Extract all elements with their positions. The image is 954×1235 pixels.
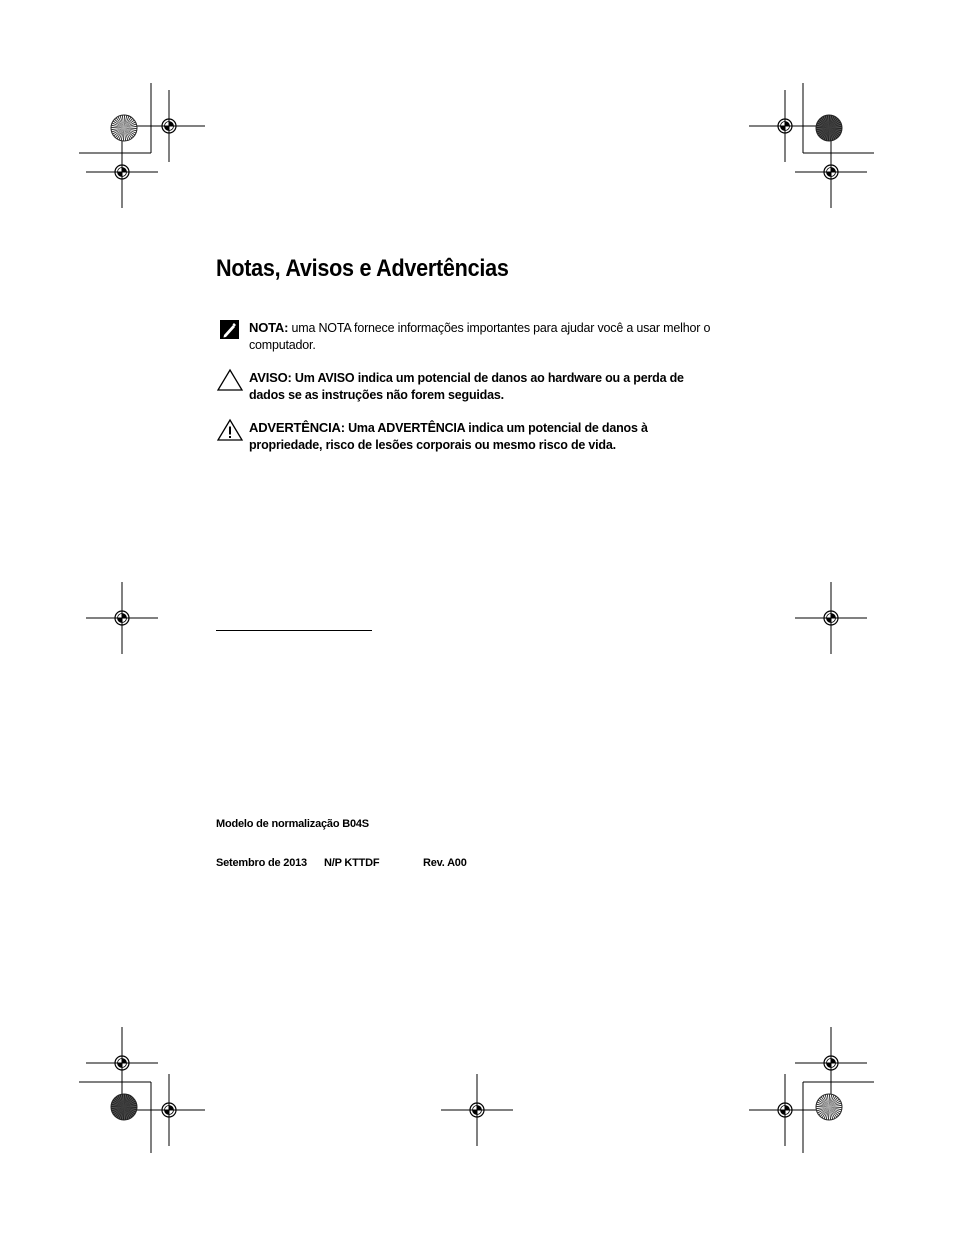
triangle-caution-icon	[216, 368, 244, 392]
star-target-icon	[111, 1094, 137, 1120]
registration-target	[749, 90, 821, 162]
warning-label: ADVERTÊNCIA:	[249, 420, 345, 435]
registration-target	[749, 1074, 821, 1146]
warning-notice	[216, 419, 721, 454]
caution-text: Um AVISO indica um potencial de danos ao hardware ou a perda de dados se as instruções não forem seguidas.	[249, 371, 684, 402]
caution-notice	[216, 369, 721, 404]
star-target-icon	[816, 1094, 842, 1120]
note-text: uma NOTA fornece informações importantes para ajudar você a usar melhor o computador.	[249, 321, 711, 352]
registration-target	[86, 136, 158, 208]
part-number: N/P KTTDF	[324, 857, 380, 869]
star-target-icon	[111, 115, 137, 141]
revision: Rev. A00	[423, 857, 467, 869]
footnote-divider	[216, 630, 372, 631]
registration-target	[795, 1027, 867, 1099]
publication-date: Setembro de 2013	[216, 857, 307, 869]
registration-target	[441, 1074, 513, 1146]
page-title: Notas, Avisos e Advertências	[216, 255, 509, 282]
warning-text: Uma ADVERTÊNCIA indica um potencial de danos à propriedade, risco de lesões corporais ou mesmo risco de vida.	[249, 421, 648, 452]
regulatory-model: Modelo de normalização B04S	[216, 818, 369, 830]
registration-target	[795, 582, 867, 654]
caution-label: AVISO:	[249, 370, 292, 385]
triangle-exclamation-icon	[216, 418, 244, 442]
registration-target	[86, 1027, 158, 1099]
registration-target	[133, 1074, 205, 1146]
pencil-note-icon	[216, 318, 244, 342]
registration-target	[86, 582, 158, 654]
registration-target	[795, 136, 867, 208]
registration-target	[133, 90, 205, 162]
star-target-icon	[816, 115, 842, 141]
note-notice	[216, 319, 721, 354]
note-label: NOTA:	[249, 320, 289, 335]
